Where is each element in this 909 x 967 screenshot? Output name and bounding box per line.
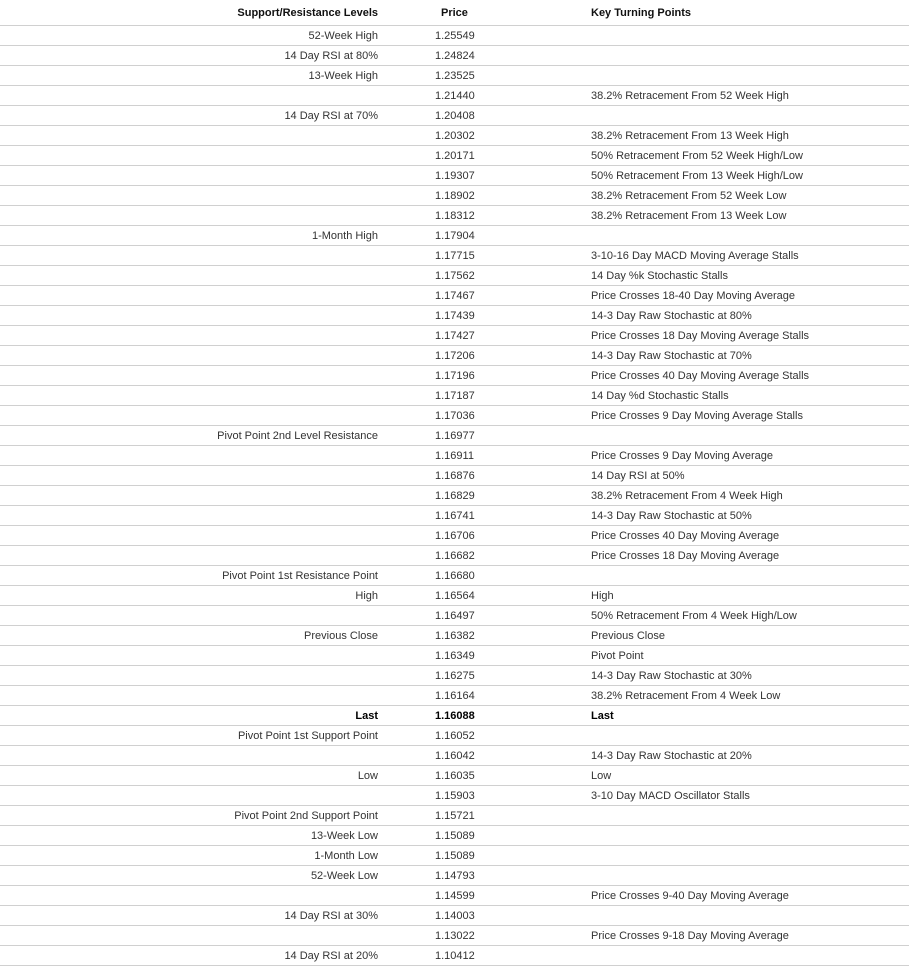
key-turning-point-cell: 14-3 Day Raw Stochastic at 20% <box>591 746 909 766</box>
header-support-resistance: Support/Resistance Levels <box>0 0 380 26</box>
key-turning-point-cell: Price Crosses 18 Day Moving Average Stalls <box>591 326 909 346</box>
level-cell <box>0 346 380 366</box>
level-cell <box>0 146 380 166</box>
price-cell: 1.21440 <box>380 86 591 106</box>
level-cell <box>0 586 380 606</box>
level-label <box>378 670 380 682</box>
table-row <box>0 466 909 486</box>
level-label <box>378 930 380 942</box>
key-turning-point-cell <box>591 806 909 826</box>
table-row <box>0 346 909 366</box>
price-cell: 1.16876 <box>380 466 591 486</box>
price-cell: 1.15903 <box>380 786 591 806</box>
price-cell: 1.16977 <box>380 426 591 446</box>
level-cell <box>0 886 380 906</box>
table-row <box>0 866 909 886</box>
table-row <box>0 446 909 466</box>
table-row <box>0 46 909 66</box>
key-turning-point-cell: Pivot Point <box>591 646 909 666</box>
price-cell: 1.24824 <box>380 46 591 66</box>
level-cell <box>0 366 380 386</box>
level-label <box>378 890 380 902</box>
table-row <box>0 666 909 686</box>
level-cell <box>0 526 380 546</box>
level-label <box>378 290 380 302</box>
level-label: Last <box>355 709 378 722</box>
key-turning-point-cell: 38.2% Retracement From 13 Week High <box>591 126 909 146</box>
level-cell <box>0 626 380 646</box>
key-turning-point-cell: 14-3 Day Raw Stochastic at 80% <box>591 306 909 326</box>
header-key-turning-points: Key Turning Points <box>591 0 909 26</box>
level-label <box>378 470 380 482</box>
table-row <box>0 906 909 926</box>
level-label: Pivot Point 2nd Level Resistance <box>217 429 378 442</box>
table-row <box>0 366 909 386</box>
key-turning-point-cell: 14 Day RSI at 50% <box>591 466 909 486</box>
price-cell: 1.16275 <box>380 666 591 686</box>
level-cell <box>0 866 380 886</box>
level-cell <box>0 926 380 946</box>
level-cell <box>0 386 380 406</box>
price-cell: 1.17036 <box>380 406 591 426</box>
key-turning-point-cell <box>591 946 909 966</box>
key-turning-point-cell <box>591 726 909 746</box>
level-cell <box>0 186 380 206</box>
price-cell: 1.17562 <box>380 266 591 286</box>
key-turning-point-cell: Price Crosses 9 Day Moving Average Stalls <box>591 406 909 426</box>
price-cell: 1.13022 <box>380 926 591 946</box>
table-row <box>0 206 909 226</box>
key-turning-point-cell <box>591 826 909 846</box>
table-row <box>0 586 909 606</box>
level-cell <box>0 686 380 706</box>
price-cell: 1.17904 <box>380 226 591 246</box>
table-row <box>0 766 909 786</box>
level-label <box>378 450 380 462</box>
price-cell: 1.17467 <box>380 286 591 306</box>
table-row <box>0 946 909 966</box>
level-label: 52-Week High <box>308 29 378 42</box>
price-cell: 1.18312 <box>380 206 591 226</box>
table-row <box>0 926 909 946</box>
price-cell: 1.17715 <box>380 246 591 266</box>
table-row <box>0 526 909 546</box>
level-cell <box>0 266 380 286</box>
key-turning-point-cell: Price Crosses 40 Day Moving Average <box>591 526 909 546</box>
key-turning-point-cell: High <box>591 586 909 606</box>
price-cell: 1.16497 <box>380 606 591 626</box>
level-label: Pivot Point 1st Support Point <box>237 729 378 742</box>
level-label <box>378 790 380 802</box>
level-cell <box>0 66 380 86</box>
level-cell <box>0 786 380 806</box>
key-turning-point-cell <box>591 866 909 886</box>
price-cell: 1.16829 <box>380 486 591 506</box>
table-row <box>0 426 909 446</box>
level-cell <box>0 106 380 126</box>
level-cell <box>0 946 380 966</box>
table-row <box>0 646 909 666</box>
table-row <box>0 746 909 766</box>
price-cell: 1.20302 <box>380 126 591 146</box>
level-label <box>378 610 380 622</box>
level-cell <box>0 826 380 846</box>
level-label: Previous Close <box>304 629 378 642</box>
level-label <box>378 170 380 182</box>
table-row <box>0 306 909 326</box>
level-cell <box>0 26 380 46</box>
table-row <box>0 566 909 586</box>
price-cell: 1.16564 <box>380 586 591 606</box>
level-cell <box>0 46 380 66</box>
price-cell: 1.16042 <box>380 746 591 766</box>
key-turning-point-cell: Price Crosses 9-18 Day Moving Average <box>591 926 909 946</box>
level-label: 13-Week Low <box>310 829 378 842</box>
level-label <box>378 530 380 542</box>
level-label <box>378 190 380 202</box>
table-row <box>0 86 909 106</box>
table-row <box>0 226 909 246</box>
price-cell: 1.15721 <box>380 806 591 826</box>
price-cell: 1.17196 <box>380 366 591 386</box>
level-cell <box>0 406 380 426</box>
key-turning-point-cell <box>591 46 909 66</box>
price-cell: 1.14793 <box>380 866 591 886</box>
price-cell: 1.17427 <box>380 326 591 346</box>
level-cell <box>0 286 380 306</box>
level-label <box>378 330 380 342</box>
level-cell <box>0 426 380 446</box>
level-label <box>378 350 380 362</box>
key-turning-point-cell: Price Crosses 18-40 Day Moving Average <box>591 286 909 306</box>
price-cell: 1.25549 <box>380 26 591 46</box>
key-turning-point-cell <box>591 226 909 246</box>
level-cell <box>0 566 380 586</box>
key-turning-point-cell: Price Crosses 40 Day Moving Average Stalls <box>591 366 909 386</box>
table-row <box>0 886 909 906</box>
table-row <box>0 266 909 286</box>
level-label <box>378 550 380 562</box>
table-row <box>0 386 909 406</box>
table-row <box>0 26 909 46</box>
level-label <box>378 370 380 382</box>
key-turning-point-cell: 3-10-16 Day MACD Moving Average Stalls <box>591 246 909 266</box>
key-turning-point-cell: Price Crosses 9 Day Moving Average <box>591 446 909 466</box>
table-row <box>0 506 909 526</box>
key-turning-point-cell <box>591 566 909 586</box>
price-cell: 1.16911 <box>380 446 591 466</box>
price-cell: 1.16706 <box>380 526 591 546</box>
key-turning-point-cell: 14-3 Day Raw Stochastic at 30% <box>591 666 909 686</box>
key-turning-point-cell: Price Crosses 9-40 Day Moving Average <box>591 886 909 906</box>
table-row <box>0 146 909 166</box>
table-row <box>0 826 909 846</box>
level-label <box>378 90 380 102</box>
table-body <box>0 26 909 966</box>
table-row <box>0 486 909 506</box>
price-cell: 1.17439 <box>380 306 591 326</box>
level-cell <box>0 206 380 226</box>
level-label: 14 Day RSI at 80% <box>284 49 378 62</box>
key-turning-point-cell: 14-3 Day Raw Stochastic at 70% <box>591 346 909 366</box>
level-cell <box>0 126 380 146</box>
key-turning-point-cell <box>591 106 909 126</box>
level-cell <box>0 486 380 506</box>
level-label <box>378 750 380 762</box>
level-cell <box>0 666 380 686</box>
level-label <box>378 150 380 162</box>
price-cell: 1.16349 <box>380 646 591 666</box>
table-row <box>0 126 909 146</box>
table-row <box>0 686 909 706</box>
level-label: Pivot Point 2nd Support Point <box>234 809 378 822</box>
price-cell: 1.16382 <box>380 626 591 646</box>
price-cell: 1.17187 <box>380 386 591 406</box>
table-row <box>0 726 909 746</box>
level-label: 1-Month Low <box>314 849 378 862</box>
price-cell: 1.14599 <box>380 886 591 906</box>
price-cell: 1.15089 <box>380 846 591 866</box>
level-cell <box>0 806 380 826</box>
key-turning-point-cell: 38.2% Retracement From 52 Week High <box>591 86 909 106</box>
table-row <box>0 66 909 86</box>
price-cell: 1.15089 <box>380 826 591 846</box>
table-row <box>0 166 909 186</box>
key-turning-point-cell: 50% Retracement From 13 Week High/Low <box>591 166 909 186</box>
table-row <box>0 806 909 826</box>
price-cell: 1.16164 <box>380 686 591 706</box>
level-label <box>378 390 380 402</box>
table-row <box>0 286 909 306</box>
price-cell: 1.16680 <box>380 566 591 586</box>
table-row <box>0 186 909 206</box>
table-row <box>0 626 909 646</box>
level-cell <box>0 226 380 246</box>
level-label: Low <box>357 769 378 782</box>
level-cell <box>0 506 380 526</box>
level-label <box>378 650 380 662</box>
level-cell <box>0 646 380 666</box>
key-turning-point-cell <box>591 426 909 446</box>
level-label <box>378 130 380 142</box>
table-row <box>0 846 909 866</box>
level-cell <box>0 546 380 566</box>
table-row <box>0 546 909 566</box>
price-cell: 1.20171 <box>380 146 591 166</box>
table-row <box>0 706 909 726</box>
key-turning-point-cell <box>591 846 909 866</box>
key-turning-point-cell: 38.2% Retracement From 4 Week High <box>591 486 909 506</box>
level-label: Pivot Point 1st Resistance Point <box>222 569 378 582</box>
price-cell: 1.23525 <box>380 66 591 86</box>
level-label: 1-Month High <box>311 229 378 242</box>
level-cell <box>0 86 380 106</box>
level-label: 14 Day RSI at 30% <box>284 909 378 922</box>
table-row <box>0 606 909 626</box>
price-cell: 1.19307 <box>380 166 591 186</box>
level-label <box>378 690 380 702</box>
price-cell: 1.16741 <box>380 506 591 526</box>
key-turning-point-cell: Price Crosses 18 Day Moving Average <box>591 546 909 566</box>
level-label <box>378 490 380 502</box>
level-cell <box>0 306 380 326</box>
price-cell: 1.10412 <box>380 946 591 966</box>
key-turning-point-cell: 14 Day %d Stochastic Stalls <box>591 386 909 406</box>
table-row <box>0 106 909 126</box>
key-turning-point-cell <box>591 26 909 46</box>
level-cell <box>0 766 380 786</box>
level-label: 14 Day RSI at 20% <box>284 949 378 962</box>
header-row <box>0 0 909 26</box>
price-cell: 1.20408 <box>380 106 591 126</box>
price-cell: 1.16035 <box>380 766 591 786</box>
key-turning-point-cell: 50% Retracement From 4 Week High/Low <box>591 606 909 626</box>
price-cell: 1.16682 <box>380 546 591 566</box>
level-label <box>378 250 380 262</box>
key-turning-point-cell: 38.2% Retracement From 4 Week Low <box>591 686 909 706</box>
level-cell <box>0 726 380 746</box>
key-turning-point-cell: 14-3 Day Raw Stochastic at 50% <box>591 506 909 526</box>
level-cell <box>0 466 380 486</box>
level-cell <box>0 706 380 726</box>
level-label: High <box>355 589 378 602</box>
level-cell <box>0 166 380 186</box>
level-cell <box>0 606 380 626</box>
table-row <box>0 326 909 346</box>
key-turning-point-cell: 38.2% Retracement From 52 Week Low <box>591 186 909 206</box>
level-label <box>378 270 380 282</box>
price-cell: 1.14003 <box>380 906 591 926</box>
level-label: 52-Week Low <box>310 869 378 882</box>
level-cell <box>0 446 380 466</box>
key-turning-point-cell: 38.2% Retracement From 13 Week Low <box>591 206 909 226</box>
key-turning-point-cell: Last <box>591 706 909 726</box>
key-turning-point-cell <box>591 906 909 926</box>
table-row <box>0 246 909 266</box>
level-cell <box>0 906 380 926</box>
level-label: 14 Day RSI at 70% <box>284 109 378 122</box>
price-cell: 1.17206 <box>380 346 591 366</box>
table-row <box>0 406 909 426</box>
key-turning-point-cell: 14 Day %k Stochastic Stalls <box>591 266 909 286</box>
level-cell <box>0 746 380 766</box>
price-cell: 1.16052 <box>380 726 591 746</box>
key-turning-point-cell: Low <box>591 766 909 786</box>
level-label: 13-Week High <box>308 69 378 82</box>
level-cell <box>0 846 380 866</box>
key-turning-point-cell: Previous Close <box>591 626 909 646</box>
price-cell: 1.16088 <box>380 706 591 726</box>
key-turning-point-cell <box>591 66 909 86</box>
key-turning-point-cell: 3-10 Day MACD Oscillator Stalls <box>591 786 909 806</box>
key-turning-point-cell: 50% Retracement From 52 Week High/Low <box>591 146 909 166</box>
level-label <box>378 510 380 522</box>
header-price: Price <box>380 0 591 26</box>
level-label <box>378 210 380 222</box>
price-cell: 1.18902 <box>380 186 591 206</box>
level-cell <box>0 326 380 346</box>
level-cell <box>0 246 380 266</box>
level-label <box>378 410 380 422</box>
level-label <box>378 310 380 322</box>
table-row <box>0 786 909 806</box>
